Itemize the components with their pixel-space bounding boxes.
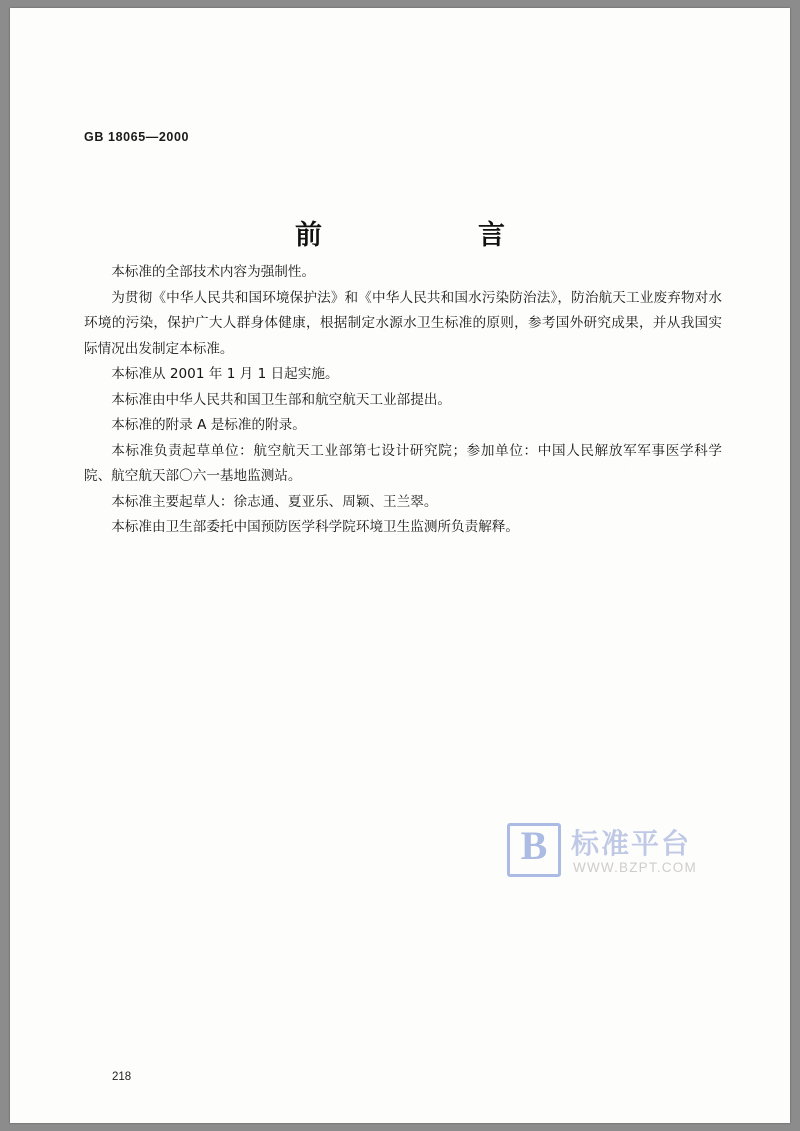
watermark-badge-letter: B (520, 823, 548, 868)
paragraph: 本标准主要起草人：徐志通、夏亚乐、周颖、王兰翠。 (111, 493, 438, 510)
standard-code: GB 18065—2000 (84, 130, 190, 144)
watermark-badge-icon (507, 823, 561, 877)
paragraph: 本标准的附录 A 是标准的附录。 (111, 417, 306, 433)
watermark-url: WWW.BZPT.COM (573, 860, 697, 875)
paragraph: 本标准的全部技术内容为强制性。 (111, 264, 316, 280)
page-title: 前 言 (295, 220, 539, 251)
foreword-body (84, 260, 722, 541)
paper-texture (10, 8, 790, 1123)
paragraph: 本标准从 2001 年 1 月 1 日起实施。 (111, 366, 339, 382)
paragraph: 本标准负责起草单位：航空航天工业部第七设计研究院；参加单位：中国人民解放军军事医学科学院、航空航天部〇六一基地监测站。 (84, 442, 722, 484)
document-page (10, 8, 790, 1123)
watermark-brand: 标准平台 (571, 827, 692, 860)
paragraph: 本标准由中华人民共和国卫生部和航空航天工业部提出。 (111, 391, 452, 408)
paragraph: 本标准由卫生部委托中国预防医学科学院环境卫生监测所负责解释。 (111, 519, 519, 535)
page-number: 218 (112, 1071, 132, 1083)
paragraph: 为贯彻《中华人民共和国环境保护法》和《中华人民共和国水污染防治法》，防治航天工业废弃物对水环境的污染，保护广大人群身体健康，根据制定水源水卫生标准的原则，参考国外研究成果，并从我国实际情况出发制定本标准。 (84, 289, 722, 357)
watermark (507, 820, 757, 895)
